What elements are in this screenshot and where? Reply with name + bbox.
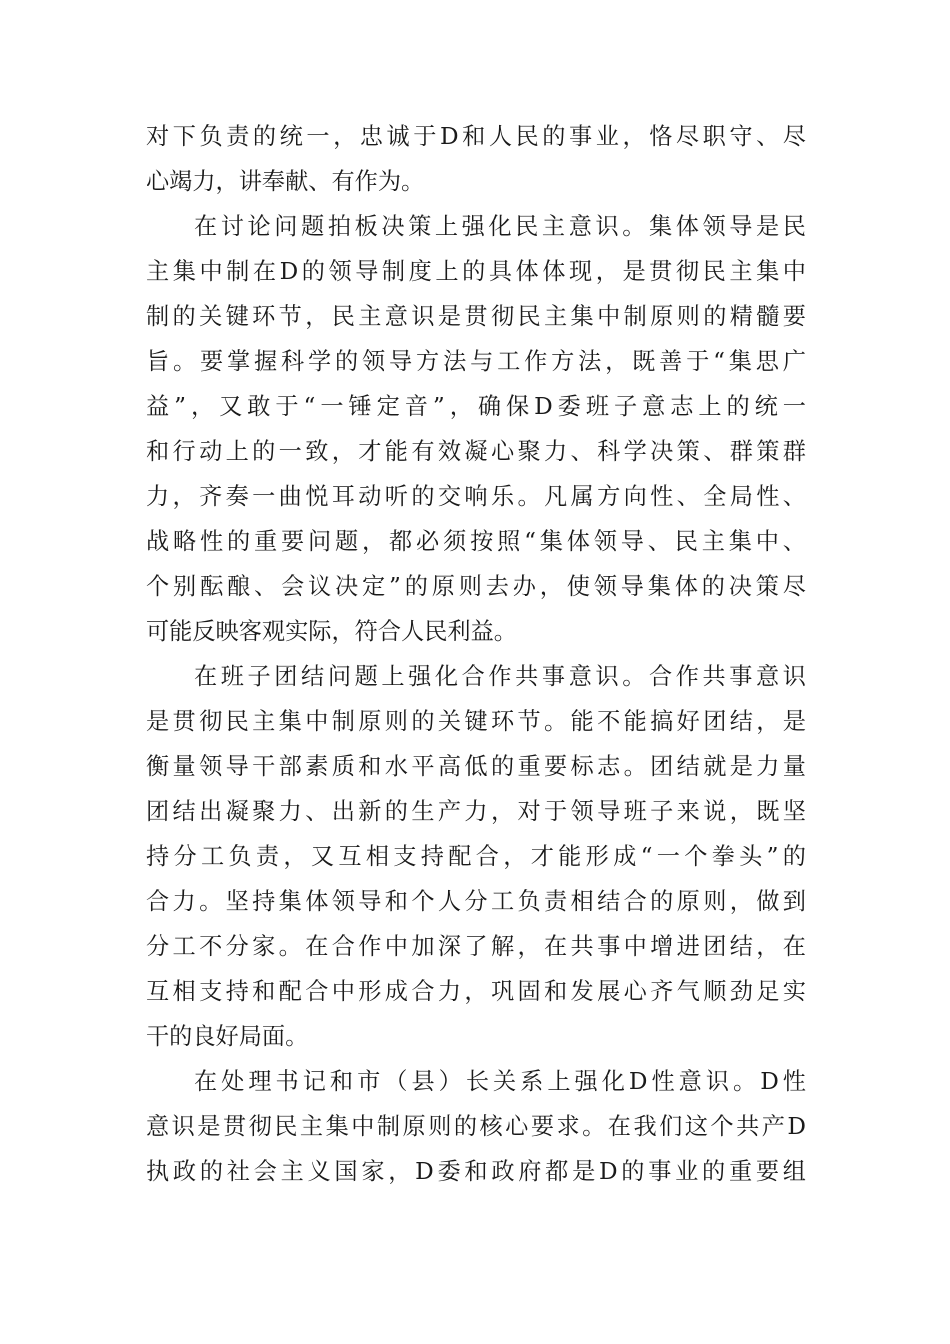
text-line: 意识是贯彻民主集中制原则的核心要求。在我们这个共产D [146,1113,806,1140]
text-line: 主集中制在D的领导制度上的具体体现，是贯彻民主集中 [146,258,806,285]
text-line: 是贯彻民主集中制原则的关键环节。能不能搞好团结，是 [146,708,806,735]
text-line: 互相支持和配合中形成合力，巩固和发展心齐气顺劲足实 [146,978,806,1005]
text-line: 衡量领导干部素质和水平高低的重要标志。团结就是力量 [146,753,806,780]
text-line: 力，齐奏一曲悦耳动听的交响乐。凡属方向性、全局性、 [146,483,806,510]
text-line: 执政的社会主义国家，D委和政府都是D的事业的重要组 [146,1158,806,1185]
text-line: 可能反映客观实际，符合人民利益。 [146,618,517,645]
paragraph-start-line: 在处理书记和市（县）长关系上强化D性意识。D性 [194,1068,806,1095]
text-line: 制的关键环节，民主意识是贯彻民主集中制原则的精髓要 [146,303,806,330]
paragraph-start-line: 在班子团结问题上强化合作共事意识。合作共事意识 [194,663,806,690]
text-line: 和行动上的一致，才能有效凝心聚力、科学决策、群策群 [146,438,806,465]
text-line: 干的良好局面。 [146,1023,309,1050]
text-line: 分工不分家。在合作中加深了解，在共事中增进团结，在 [146,933,806,960]
text-line: 团结出凝聚力、出新的生产力，对于领导班子来说，既坚 [146,798,806,825]
text-line: 战略性的重要问题，都必须按照“集体领导、民主集中、 [146,528,806,555]
paragraph-start-line: 在讨论问题拍板决策上强化民主意识。集体领导是民 [194,213,806,240]
text-line: 对下负责的统一，忠诚于D和人民的事业，恪尽职守、尽 [146,123,806,150]
text-line: 持分工负责，又互相支持配合，才能形成“一个拳头”的 [146,843,806,870]
text-line: 益”，又敢于“一锤定音”，确保D委班子意志上的统一 [146,393,806,420]
text-line: 心竭力，讲奉献、有作为。 [146,168,425,195]
text-line: 旨。要掌握科学的领导方法与工作方法，既善于“集思广 [146,348,806,375]
text-line: 个别酝酿、会议决定”的原则去办，使领导集体的决策尽 [146,573,806,600]
text-line: 合力。坚持集体领导和个人分工负责相结合的原则，做到 [146,888,806,915]
